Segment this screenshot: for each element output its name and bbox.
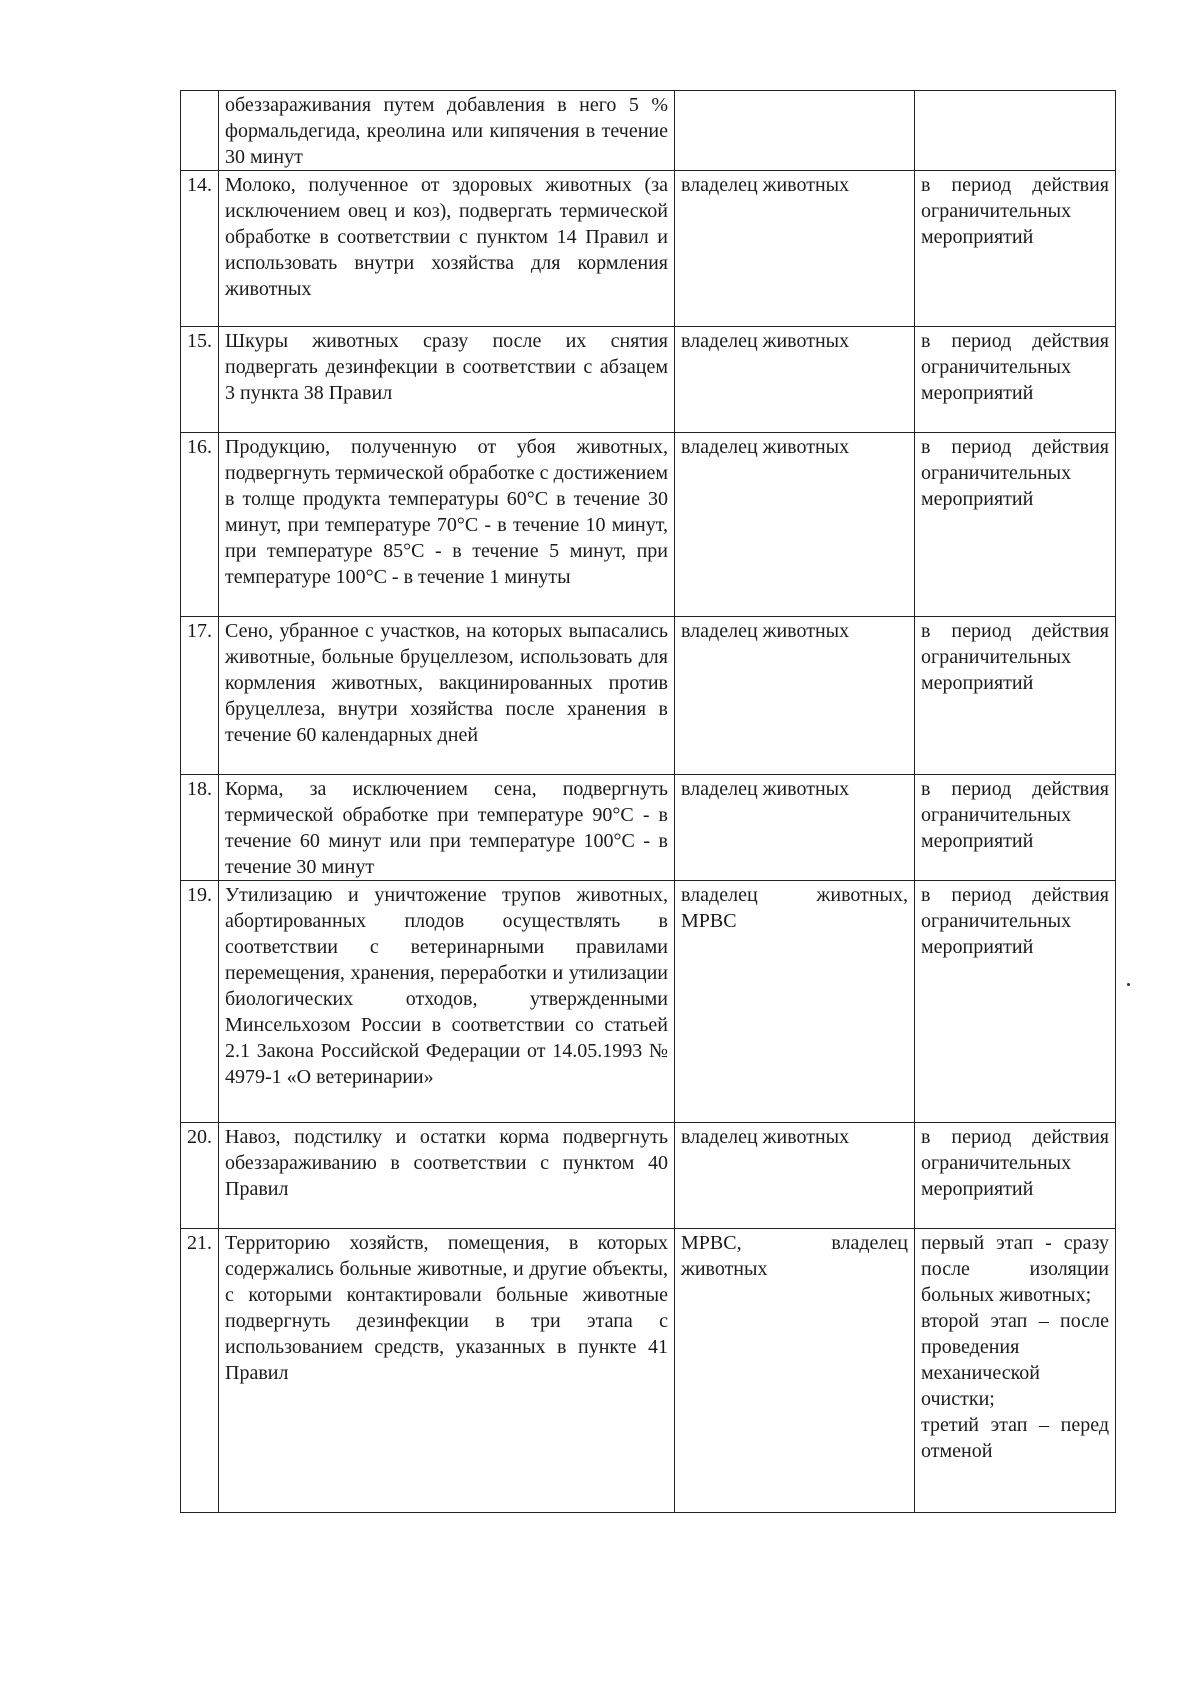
row-number: 17. (181, 617, 219, 775)
deadline-text: первый этап - сразу после изоляции больных животных; второй этап – после проведения механической очистки; третий этап – перед отменой (921, 1232, 1109, 1462)
row-number: 18. (181, 775, 219, 881)
row-number: 19. (181, 881, 219, 1123)
row-number: 16. (181, 433, 219, 617)
deadline-cell: в период действия ограничительных мероприятий (915, 171, 1116, 327)
responsible-cell (675, 91, 915, 171)
responsible-cell: владелец животных (675, 1123, 915, 1229)
table-row (181, 327, 1116, 433)
responsible-cell: владелец животных, МРВС (675, 881, 915, 1123)
deadline-cell: в период действия ограничительных мероприятий (915, 881, 1116, 1123)
measure-text: Сено, убранное с участков, на которых выпасались животные, больные бруцеллезом, использовать для кормления животных, вакцинированных против бруцеллеза, внутри хозяйства после хранения в течение 60 календарных дней (219, 617, 675, 775)
table-row (181, 617, 1116, 775)
measure-text: Территорию хозяйств, помещения, в которых содержались больные животные, и другие объекты, с которыми контактировали больные животные подвергнуть дезинфекции в три этапа с использованием средств, указанных в пункте 41 Правил (219, 1229, 675, 1513)
responsible-cell: МРВС, владелец животных (675, 1229, 915, 1513)
measure-text: Продукцию, полученную от убоя животных, подвергнуть термической обработке с достижением в толще продукта температуры 60°С в течение 30 минут, при температуре 70°С - в течение 10 минут, при температуре 85°С - в течение 5 минут, при температуре 100°С - в течение 1 минуты (219, 433, 675, 617)
deadline-cell: в период действия ограничительных мероприятий (915, 327, 1116, 433)
measure-text: Молоко, полученное от здоровых животных (за исключением овец и коз), подвергать термической обработке в соответствии с пунктом 14 Правил и использовать внутри хозяйства для кормления животных (219, 171, 675, 327)
table-row (181, 1123, 1116, 1229)
measure-text: Утилизацию и уничтожение трупов животных, абортированных плодов осуществлять в соответствии с ветеринарными правилами перемещения, хранения, переработки и утилизации биологических отходов, утвержденными Минсельхозом России в соответствии со статьей 2.1 Закона Российской Федерации от 14.05.1993 № 4979-1 «О ветеринарии» (219, 881, 675, 1123)
table-row (181, 171, 1116, 327)
responsible-cell: владелец животных (675, 433, 915, 617)
measure-text: обеззараживания путем добавления в него 5 % формальдегида, креолина или кипячения в течение 30 минут (219, 91, 675, 171)
row-number: 21. (181, 1229, 219, 1513)
scan-speck (1127, 983, 1130, 986)
table-row (181, 1229, 1116, 1513)
row-number: 14. (181, 171, 219, 327)
table-row (181, 433, 1116, 617)
measure-text: Шкуры животных сразу после их снятия подвергать дезинфекции в соответствии с абзацем 3 пункта 38 Правил (219, 327, 675, 433)
table-row (181, 881, 1116, 1123)
table-row (181, 91, 1116, 171)
deadline-cell: в период действия ограничительных мероприятий (915, 775, 1116, 881)
row-number: 15. (181, 327, 219, 433)
deadline-cell: в период действия ограничительных мероприятий (915, 433, 1116, 617)
responsible-cell: владелец животных (675, 327, 915, 433)
responsible-cell: владелец животных (675, 617, 915, 775)
measure-text: Корма, за исключением сена, подвергнуть термической обработке при температуре 90°С - в течение 60 минут или при температуре 100°С - в течение 30 минут (219, 775, 675, 881)
deadline-cell: в период действия ограничительных мероприятий (915, 617, 1116, 775)
row-number: 20. (181, 1123, 219, 1229)
deadline-cell (915, 91, 1116, 171)
responsible-cell: владелец животных (675, 171, 915, 327)
table-row (181, 775, 1116, 881)
responsible-cell: владелец животных (675, 775, 915, 881)
deadline-cell: в период действия ограничительных мероприятий (915, 1123, 1116, 1229)
row-number (181, 91, 219, 171)
measures-table (180, 90, 1116, 1513)
deadline-cell (915, 1229, 1116, 1513)
measure-text: Навоз, подстилку и остатки корма подвергнуть обеззараживанию в соответствии с пунктом 40 Правил (219, 1123, 675, 1229)
